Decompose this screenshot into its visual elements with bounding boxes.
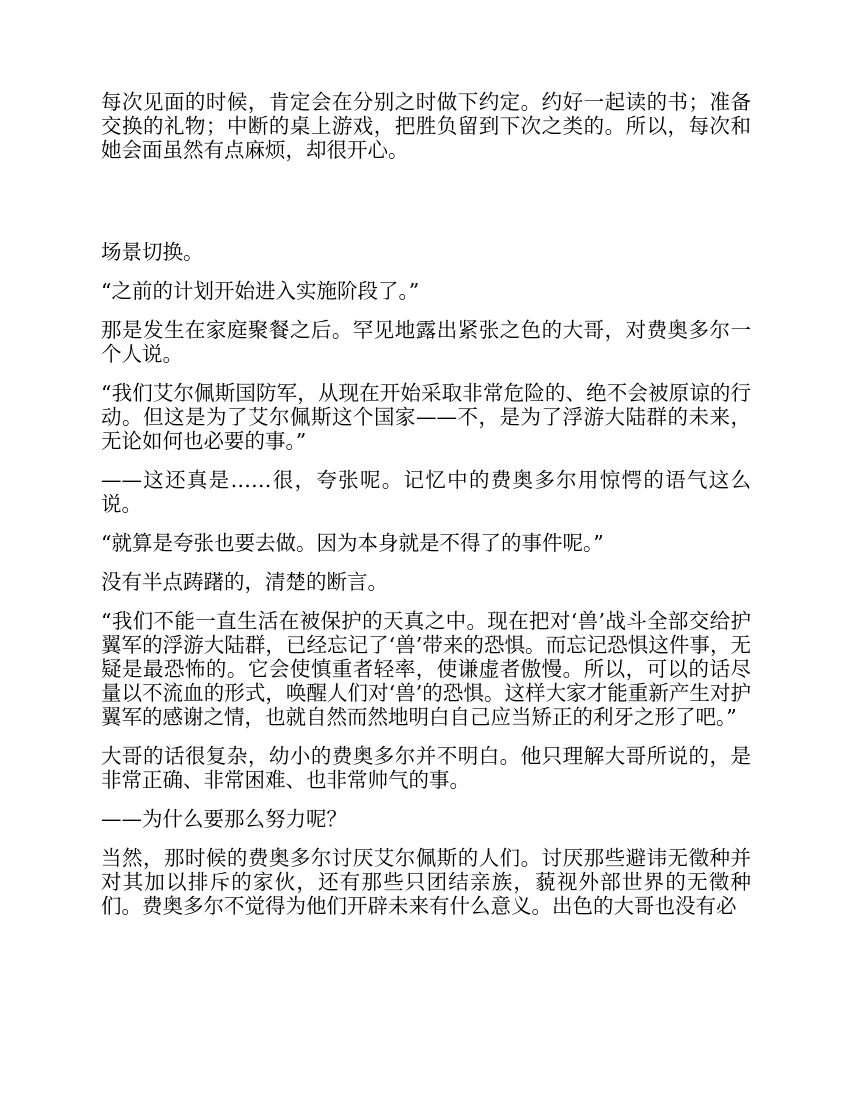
paragraph-dislike-elpis: 当然，那时候的费奥多尔讨厌艾尔佩斯的人们。讨厌那些避讳无徵种并对其加以排斥的家伙，还有那些只团结亲族，藐视外部世界的无徵种们。费奥多尔不觉得为他们开辟未来有什么意义。出色的大哥也没有必	[101, 846, 751, 918]
document-page	[101, 90, 751, 933]
paragraph-exaggerated: ——这还真是……很，夸张呢。记忆中的费奥多尔用惊愕的语气这么说。	[101, 468, 751, 516]
paragraph-quote-incident: “就算是夸张也要去做。因为本身就是不得了的事件呢。”	[101, 531, 604, 555]
paragraph-quote-fear: “我们不能一直生活在被保护的天真之中。现在把对‘兽’战斗全部交给护翼军的浮游大陆群，已经忘记了‘兽’带来的恐惧。而忘记恐惧这件事，无疑是最恐怖的。它会使慎重者轻率，使谦虚者傲慢。所以，可以的话尽量以不流血的形式，唤醒人们对‘兽’的恐惧。这样大家才能重新产生对护翼军的感谢之情，也就自然而然地明白自己应当矫正的利牙之形了吧。”	[101, 609, 751, 729]
paragraph-family-dinner: 那是发生在家庭聚餐之后。罕见地露出紧张之色的大哥，对费奥多尔一个人说。	[101, 318, 751, 366]
paragraph-quote-plan: “之前的计划开始进入实施阶段了。”	[101, 279, 420, 303]
paragraph-promises: 每次见面的时候，肯定会在分别之时做下约定。约好一起读的书；准备交换的礼物；中断的桌上游戏，把胜负留到下次之类的。所以，每次和她会面虽然有点麻烦，却很开心。	[101, 90, 751, 162]
paragraph-complex-words: 大哥的话很复杂，幼小的费奥多尔并不明白。他只理解大哥所说的，是非常正确、非常困难、也非常帅气的事。	[101, 744, 751, 792]
paragraph-assertion: 没有半点踌躇的，清楚的断言。	[101, 570, 388, 594]
paragraph-why-effort: ——为什么要那么努力呢？	[101, 807, 347, 831]
paragraph-scene-change: 场景切换。	[101, 240, 204, 264]
paragraph-quote-defense-army: “我们艾尔佩斯国防军，从现在开始采取非常危险的、绝不会被原谅的行动。但这是为了艾尔佩斯这个国家——不，是为了浮游大陆群的未来，无论如何也必要的事。”	[101, 381, 751, 453]
